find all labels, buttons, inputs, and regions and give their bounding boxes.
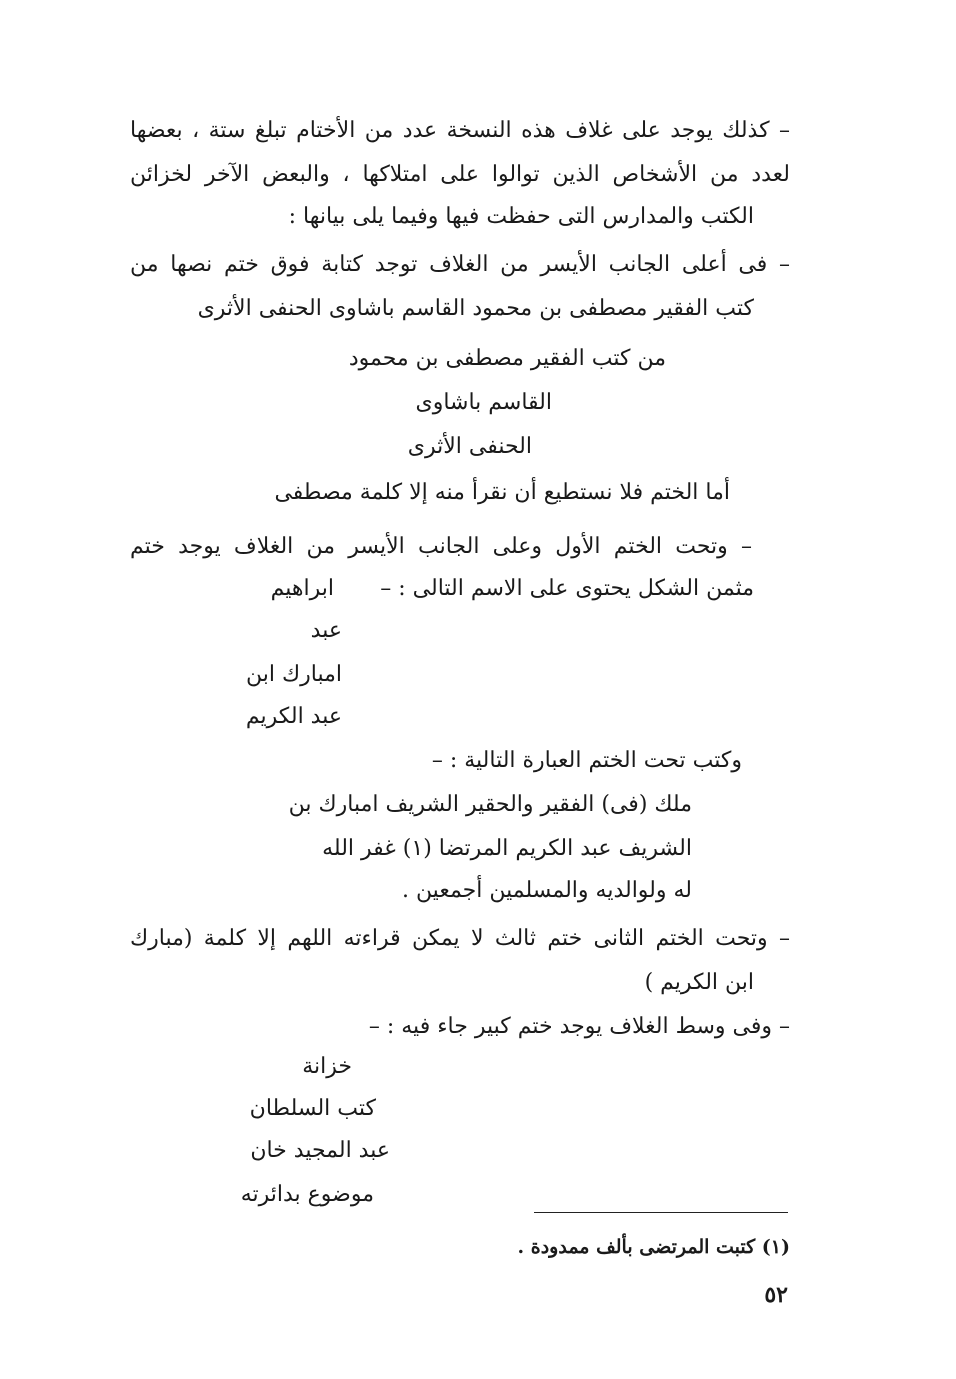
seal-text-line: عبد bbox=[310, 618, 342, 643]
text-line: – وفى وسط الغلاف يوجد ختم كبير جاء فيه : – bbox=[368, 1014, 790, 1039]
text-line: ابن الكريم ) bbox=[644, 970, 754, 995]
seal-text-line: ابراهيم bbox=[270, 576, 334, 601]
seal-text-line: خزانة bbox=[302, 1054, 352, 1079]
seal-text-line: عبد المجيد خان bbox=[250, 1138, 390, 1163]
text-line: – فى أعلى الجانب الأيسر من الغلاف توجد كتابة فوق ختم نصها من bbox=[130, 252, 790, 277]
footnote: (١) كتبت المرتضى بألف ممدودة . bbox=[517, 1236, 790, 1258]
text-line: أما الختم فلا نستطيع أن نقرأ منه إلا كلمة مصطفى bbox=[274, 480, 730, 505]
text-line: كتب الفقير مصطفى بن محمود القاسم باشاوى الحنفى الأثرى bbox=[197, 296, 754, 321]
text-line: – وتحت الختم الثانى ختم ثالث لا يمكن قراءته اللهم إلا كلمة (مبارك bbox=[130, 926, 790, 951]
seal-text-line: الحنفى الأثرى bbox=[407, 434, 532, 459]
seal-text-line: امبارك ابن bbox=[246, 662, 342, 687]
text-line: لعدد من الأشخاص الذين توالوا على امتلاكها ، والبعض الآخر لخزائن bbox=[130, 162, 790, 187]
page-number: ٥٢ bbox=[764, 1282, 788, 1308]
seal-text-line: موضوع بدائرته bbox=[240, 1182, 374, 1207]
seal-text-line: من كتب الفقير مصطفى بن محمود bbox=[348, 346, 666, 371]
text-line: الكتب والمدارس التى حفظت فيها وفيما يلى بيانها : bbox=[288, 204, 754, 229]
quote-line: ملك (فى) الفقير والحقير الشريف امبارك بن bbox=[288, 792, 692, 817]
text-line: وكتب تحت الختم العبارة التالية : – bbox=[431, 748, 742, 773]
quote-line: له ولوالديه والمسلمين أجمعين . bbox=[401, 878, 692, 903]
seal-text-line: عبد الكريم bbox=[245, 704, 342, 729]
seal-text-line: القاسم باشاوى bbox=[415, 390, 552, 415]
footnote-divider bbox=[534, 1212, 788, 1213]
text-line: مثمن الشكل يحتوى على الاسم التالى : – bbox=[380, 576, 754, 601]
seal-text-line: كتب السلطان bbox=[249, 1096, 376, 1121]
quote-line: الشريف عبد الكريم المرتضا (١) غفر الله bbox=[322, 836, 692, 861]
text-line: – كذلك يوجد على غلاف هذه النسخة عدد من الأختام تبلغ ستة ، بعضها bbox=[130, 118, 790, 143]
text-line: – وتحت الختم الأول وعلى الجانب الأيسر من الغلاف يوجد ختم bbox=[130, 534, 752, 559]
